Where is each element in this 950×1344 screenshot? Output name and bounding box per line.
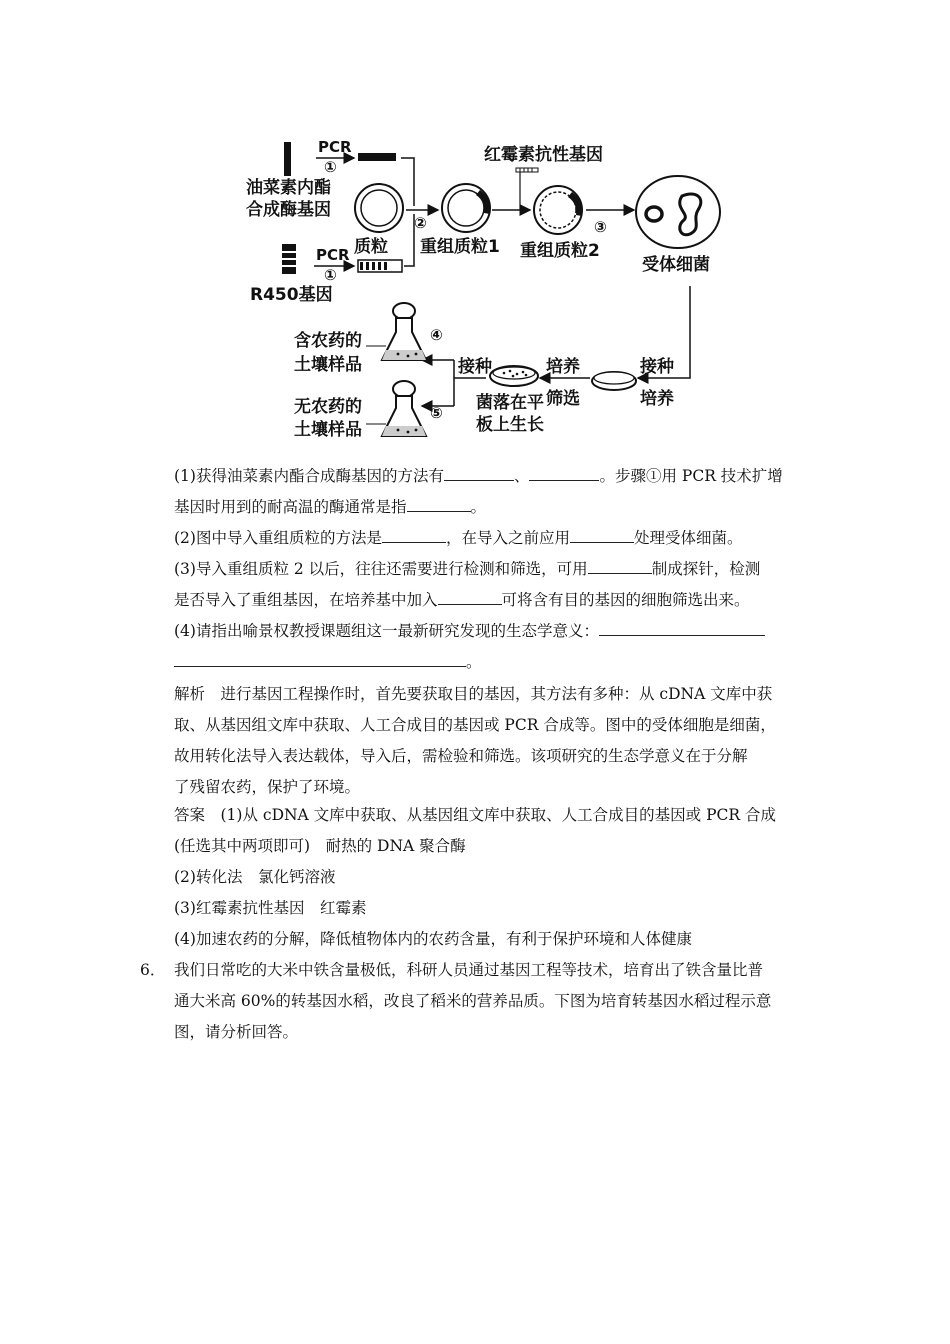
q3-text-a: (3)导入重组质粒 2 以后，往往还需要进行检测和筛选，可用	[174, 560, 588, 578]
bacterial-dna-icon	[680, 194, 701, 235]
step5-label: ⑤	[430, 404, 443, 422]
q4-text-b: 。	[466, 653, 482, 671]
answer-line1: 答案 (1)从 cDNA 文库中获取、从基因组文库中获取、人工合成目的基因或 PCR 合成	[174, 806, 776, 824]
resistance-gene-label: 红霉素抗性基因	[484, 145, 603, 165]
colony-plate-icon	[490, 366, 538, 386]
plasmid-label: 质粒	[354, 237, 388, 257]
answer-line5: (4)加速农药的分解，降低植物体内的农药含量，有利于保护环境和人体健康	[174, 930, 692, 948]
q6-line3: 图，请分析回答。	[174, 1023, 299, 1041]
inoculate1-label-line2: 培养	[640, 389, 674, 409]
colony-label-line1: 菌落在平	[476, 393, 544, 413]
q4-line1	[174, 616, 814, 647]
colony-label-line2: 板上生长	[476, 415, 544, 435]
small-plasmid-icon	[646, 207, 662, 221]
q1-blank1	[444, 462, 514, 481]
gene1-label-line1: 油菜素内酯	[246, 178, 331, 198]
analysis-block	[174, 679, 814, 803]
q1-line2	[174, 492, 814, 523]
culture-label-line1: 培养	[546, 357, 580, 377]
q1-text-c: 。步骤①用 PCR 技术扩增	[599, 467, 783, 485]
q6-number: 6．	[140, 961, 166, 979]
host-label: 受体细菌	[642, 255, 710, 275]
step1-bottom-label: ①	[324, 266, 337, 284]
soil1-label-line1: 含农药的	[294, 331, 362, 351]
q4-text-a: (4)请指出喻景权教授课题组这一最新研究发现的生态学意义：	[174, 622, 599, 640]
q6-line2: 通大米高 60%的转基因水稻，改良了稻米的营养品质。下图为培育转基因水稻过程示意	[174, 992, 772, 1010]
plasmid-inner-ring-icon	[361, 190, 397, 226]
flask-with-pesticide-icon	[382, 303, 426, 360]
pcr-bottom-label: PCR	[316, 246, 350, 264]
host-bacterium-icon	[636, 176, 720, 248]
q2-text-a: (2)图中导入重组质粒的方法是	[174, 529, 382, 547]
step1-top-label: ①	[324, 158, 337, 176]
r450-label: R450基因	[250, 285, 333, 305]
soil2-label-line2: 土壤样品	[294, 420, 362, 440]
recombinant2-label: 重组质粒2	[520, 241, 600, 261]
q2-text-c: 处理受体细菌。	[633, 529, 743, 547]
q3-line2	[174, 585, 814, 616]
q3-text-c: 是否导入了重组基因，在培养基中加入	[174, 591, 438, 609]
q4-blank1	[599, 617, 765, 636]
step4-label: ④	[430, 326, 443, 344]
soil2-label-line1: 无农药的	[294, 397, 362, 417]
q1-blank2	[529, 462, 599, 481]
q2-line	[174, 523, 814, 554]
inoculate1-label-line1: 接种	[640, 357, 674, 377]
answer-block	[174, 800, 814, 955]
q3-line1	[174, 554, 814, 585]
resistance-gene-icon	[516, 168, 538, 172]
q3-blank2	[438, 586, 502, 605]
culture-label-line2: 筛选	[546, 389, 580, 409]
q3-blank1	[588, 555, 652, 574]
step3-label: ③	[594, 218, 607, 236]
q1-line1	[174, 461, 814, 492]
question6-block	[140, 955, 820, 1048]
pcr-top-label: PCR	[318, 138, 352, 156]
soil1-label-line2: 土壤样品	[294, 355, 362, 375]
analysis-line3: 故用转化法导入表达载体，导入后，需检验和筛选。该项研究的生态学意义在于分解	[174, 747, 748, 765]
q1-text-a: (1)获得油菜素内酯合成酶基因的方法有	[174, 467, 444, 485]
r450-to-step2-line	[404, 214, 414, 266]
gene-engineering-diagram	[236, 128, 736, 443]
q4-line2	[174, 647, 814, 678]
q3-text-d: 可将含有目的基因的细胞筛选出来。	[501, 591, 750, 609]
gene-to-step2-line	[401, 158, 414, 206]
q1-text-d: 基因时用到的耐高温的酶通常是指	[174, 498, 407, 516]
q2-text-b: ，在导入之前应用	[445, 529, 570, 547]
q1-text-e: 。	[470, 498, 487, 516]
recombinant-plasmid1-icon	[442, 184, 490, 232]
analysis-line1: 解析 进行基因工程操作时，首先要获取目的基因，其方法有多种：从 cDNA 文库中获	[174, 685, 773, 703]
q3-text-b: 制成探针，检测	[651, 560, 761, 578]
answer-line4: (3)红霉素抗性基因 红霉素	[174, 899, 367, 917]
gene-bar-icon	[284, 142, 291, 176]
amplified-gene-bar-icon	[358, 153, 396, 161]
culture-dish-icon	[592, 372, 636, 390]
q1-blank3	[407, 493, 471, 512]
answer-line3: (2)转化法 氯化钙溶液	[174, 868, 336, 886]
q4-blank2	[174, 648, 466, 667]
analysis-line2: 取、从基因组文库中获取、人工合成目的基因或 PCR 合成等。图中的受体细胞是细菌，	[174, 716, 776, 734]
answer-line2: (任选其中两项即可) 耐热的 DNA 聚合酶	[174, 837, 466, 855]
plasmid-icon	[355, 184, 403, 232]
inoculate2-label: 接种	[458, 357, 492, 377]
q2-blank1	[382, 524, 446, 543]
recombinant-plasmid2-icon	[534, 186, 582, 234]
r450-gene-icon	[282, 244, 296, 274]
recombinant1-label: 重组质粒1	[420, 237, 500, 257]
flask-without-pesticide-icon	[382, 381, 426, 436]
analysis-line4: 了残留农药，保护了环境。	[174, 778, 361, 796]
q1-text-b: 、	[513, 467, 530, 485]
amplified-r450-bar-icon	[358, 260, 402, 272]
step2-label: ②	[414, 214, 427, 232]
gene1-label-line2: 合成酶基因	[246, 200, 331, 220]
question-block	[174, 461, 814, 678]
q6-text-line1: 我们日常吃的大米中铁含量极低，科研人员通过基因工程等技术，培育出了铁含量比普	[174, 961, 764, 979]
q6-line1	[140, 955, 820, 986]
q2-blank2	[570, 524, 634, 543]
